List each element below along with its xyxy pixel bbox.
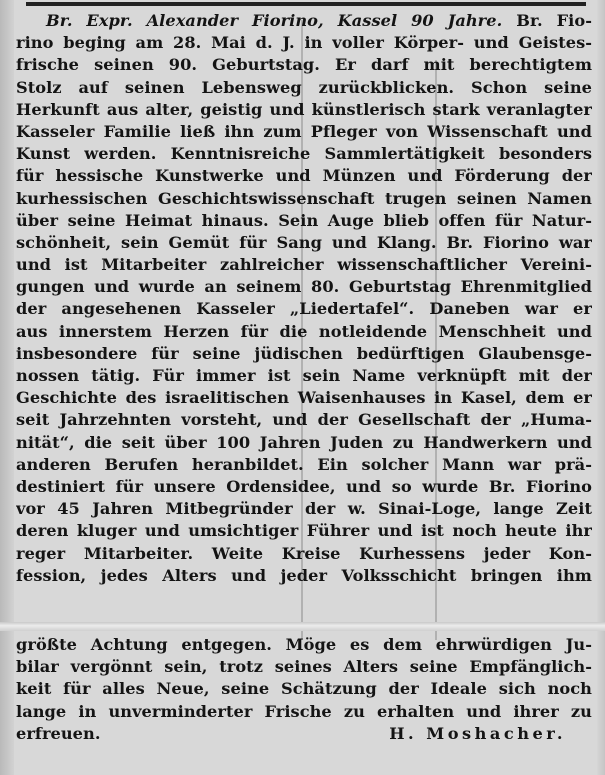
article-text-line: für hessische Kunstwerke und Münzen und Förderung der	[16, 166, 592, 186]
article-text-line: rino beging am 28. Mai d. J. in voller Körper- und Geistes-	[16, 33, 592, 53]
author-signature: H. Moshacher.	[389, 723, 566, 743]
article-body-lower	[16, 634, 592, 745]
column-top-rule	[26, 2, 586, 6]
article-text-line: reger Mitarbeiter. Weite Kreise Kurhessens jeder Kon-	[16, 543, 592, 563]
article-text-line: deren kluger und umsichtiger Führer und ist noch heute ihr	[16, 521, 592, 541]
article-text-line: gungen und wurde an seinem 80. Geburtstag Ehrenmitglied	[16, 277, 592, 297]
scan-edge-left	[0, 0, 14, 775]
article-text-line: Stolz auf seinen Lebensweg zurückblicken. Schon seine	[16, 77, 592, 97]
article-text-line: nität“, die seit über 100 Jahren Juden zu Handwerkern und	[16, 432, 592, 452]
article-text-line: Br. Fio-	[516, 11, 592, 30]
article-text-line: Kunst werden. Kenntnisreiche Sammlertätigkeit besonders	[16, 144, 592, 164]
article-text-line: destiniert für unsere Ordensidee, und so wurde Br. Fiorino	[16, 476, 592, 496]
article-text-line: vor 45 Jahren Mitbegründer der w. Sinai-Loge, lange Zeit	[16, 499, 592, 519]
article-body-upper	[16, 10, 592, 587]
article-text-line: Kasseler Familie ließ ihn zum Pfleger von Wissenschaft und	[16, 121, 592, 141]
article-text-line: der angesehenen Kasseler „Liedertafel“. Daneben war er	[16, 299, 592, 319]
article-text-line: Geschichte des israelitischen Waisenhauses in Kasel, dem er	[16, 388, 592, 408]
scan-edge-right	[597, 0, 605, 775]
article-text-line: größte Achtung entgegen. Möge es dem ehrwürdigen Ju-	[16, 635, 592, 654]
closing-row	[16, 723, 592, 745]
closing-text: erfreuen.	[16, 723, 101, 743]
clipping-fold	[0, 622, 605, 631]
article-text-line: insbesondere für seine jüdischen bedürftigen Glaubensge-	[16, 343, 592, 363]
article-text-line: nossen tätig. Für immer ist sein Name verknüpft mit der	[16, 366, 592, 385]
article-text-line: Herkunft aus alter, geistig und künstlerisch stark veranlagter	[16, 99, 592, 119]
article-heading: Br. Expr. Alexander Fiorino, Kassel 90 Jahre.	[46, 11, 503, 30]
article-text-line: schönheit, sein Gemüt für Sang und Klang. Br. Fiorino war	[16, 232, 592, 252]
article-text-line: lange in unverminderter Frische zu erhalten und ihrer zu	[16, 701, 592, 721]
article-text-line: kurhessischen Geschichtswissenschaft trugen seinen Namen	[16, 188, 592, 208]
article-text-line: anderen Berufen heranbildet. Ein solcher Mann war prä-	[16, 454, 592, 474]
article-text-line: seit Jahrzehnten vorsteht, und der Gesellschaft der „Huma-	[16, 410, 592, 430]
article-text-line: aus innerstem Herzen für die notleidende Menschheit und	[16, 321, 592, 341]
article-text-line: über seine Heimat hinaus. Sein Auge blieb offen für Natur-	[16, 210, 592, 230]
article-text-line: frische seinen 90. Geburtstag. Er darf mit berechtigtem	[16, 55, 592, 75]
article-text-line: bilar vergönnt sein, trotz seines Alters seine Empfänglich-	[16, 657, 592, 677]
article-text-line: fession, jedes Alters und jeder Volksschicht bringen ihm	[16, 565, 592, 585]
article-text-line: keit für alles Neue, seine Schätzung der Ideale sich noch	[16, 679, 592, 699]
article-first-line	[16, 10, 592, 32]
article-text-line: und ist Mitarbeiter zahlreicher wissenschaftlicher Vereini-	[16, 255, 592, 275]
